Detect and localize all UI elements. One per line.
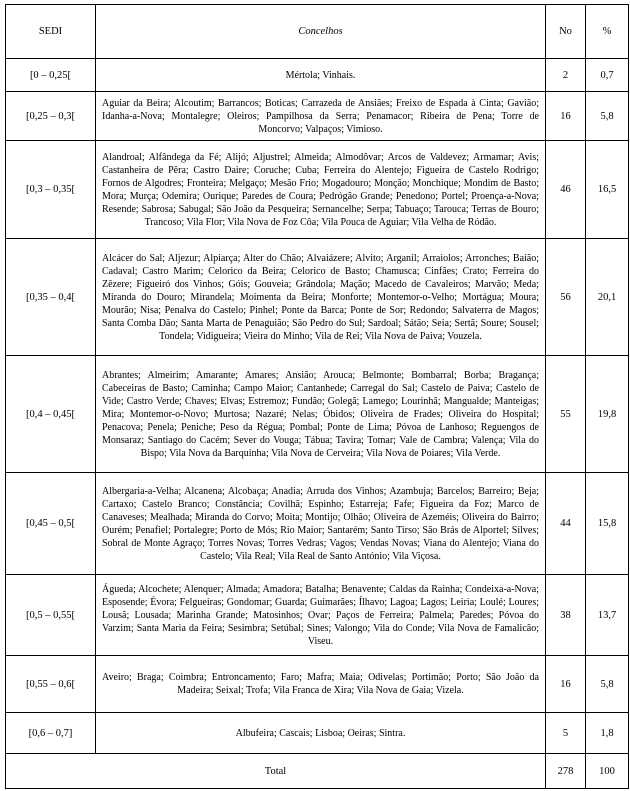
count-cell: 56 [546,239,586,356]
header-concelhos: Concelhos [96,5,546,59]
table-row [6,575,629,656]
count-cell: 2 [546,59,586,92]
percent-cell: 19,8 [586,356,629,473]
percent-cell: 16,5 [586,141,629,239]
concelhos-cell: Alcácer do Sal; Aljezur; Alpiarça; Alter do Chão; Alvaiázere; Alvito; Arganil; Arraiolos; Arronches; Baião; Cadaval; Castro Marim; Celorico da Beira; Celorico de Basto; Chamusca; Cinfães; Crato; Ferreira do Zêzere; Figueiró dos Vinhos; Góis; Gouveia; Grândola; Mação; Macedo de Cavaleiros; Marvão; Meda; Miranda do Douro; Mirandela; Moimenta da Beira; Monforte; Montemor-o-Velho; Mortágua; Moura; Mourão; Nisa; Penalva do Castelo; Pinhel; Ponte da Barca; Ponte de Sor; Redondo; Salvaterra de Magos; Santa Comba Dão; Santa Marta de Penaguião; São Pedro do Sul; Sardoal; Sátão; Seia; Sertã; Soure; Sousel; Tondela; Vidigueira; Vieira do Minho; Vila de Rei; Vila Nova de Paiva; Vouzela. [96,239,546,356]
header-row [6,5,629,59]
sedi-cell: [0,45 – 0,5[ [6,473,96,575]
percent-cell: 1,8 [586,713,629,754]
header-pct: % [586,5,629,59]
sedi-cell: [0,5 – 0,55[ [6,575,96,656]
percent-cell: 0,7 [586,59,629,92]
total-pct: 100 [586,754,629,789]
header-no: No [546,5,586,59]
table-row [6,92,629,141]
table-row [6,473,629,575]
sedi-cell: [0,55 – 0,6[ [6,656,96,713]
header-sedi: SEDI [6,5,96,59]
sedi-cell: [0,35 – 0,4[ [6,239,96,356]
percent-cell: 5,8 [586,656,629,713]
table-row [6,356,629,473]
table-row [6,239,629,356]
sedi-cell: [0,25 – 0,3[ [6,92,96,141]
table-row [6,713,629,754]
percent-cell: 20,1 [586,239,629,356]
concelhos-cell: Aveiro; Braga; Coimbra; Entroncamento; Faro; Mafra; Maia; Odivelas; Portimão; Porto; São João da Madeira; Seixal; Trofa; Vila Franca de Xira; Vila Nova de Gaia; Vizela. [96,656,546,713]
table-row [6,656,629,713]
concelhos-cell: Alandroal; Alfândega da Fé; Alijó; Aljustrel; Almeida; Almodôvar; Arcos de Valdevez; Armamar; Avis; Castanheira de Pêra; Castro Daire; Coruche; Cuba; Ferreira do Alentejo; Figueira de Castelo Rodrigo; Fornos de Algodres; Fronteira; Melgaço; Mesão Frio; Mogadouro; Monção; Monchique; Mondim de Basto; Mora; Murça; Odemira; Ourique; Paredes de Coura; Pedrógão Grande; Penedono; Portel; Proença-a-Nova; Resende; Sabrosa; Sabugal; São João da Pesqueira; Sernancelhe; Serpa; Tabuaço; Tarouca; Terras de Bouro; Trancoso; Vila Flor; Vila Nova de Foz Côa; Vila Pouca de Aguiar; Vila Velha de Ródão. [96,141,546,239]
count-cell: 44 [546,473,586,575]
count-cell: 46 [546,141,586,239]
count-cell: 16 [546,92,586,141]
concelhos-cell: Águeda; Alcochete; Alenquer; Almada; Amadora; Batalha; Benavente; Caldas da Rainha; Condeixa-a-Nova; Esposende; Évora; Felgueiras; Gondomar; Guarda; Guimarães; Ílhavo; Lagoa; Lagos; Leiria; Loulé; Loures; Lousã; Lousada; Marinha Grande; Matosinhos; Ovar; Paços de Ferreira; Palmela; Paredes; Póvoa do Varzim; Santa Maria da Feira; Sesimbra; Setúbal; Sines; Valongo; Vila do Conde; Vila Nova de Famalicão; Viseu. [96,575,546,656]
count-cell: 38 [546,575,586,656]
concelhos-cell: Albergaria-a-Velha; Alcanena; Alcobaça; Anadia; Arruda dos Vinhos; Azambuja; Barcelos; Barreiro; Beja; Cartaxo; Castelo Branco; Constância; Covilhã; Espinho; Estarreja; Fafe; Figueira da Foz; Marco de Canaveses; Mealhada; Miranda do Corvo; Moita; Montijo; Olhão; Oliveira de Azeméis; Oliveira do Bairro; Ourém; Penafiel; Portalegre; Porto de Mós; Rio Maior; Santarém; Santo Tirso; São Brás de Alportel; Silves; Sobral de Monte Agraço; Torres Novas; Torres Vedras; Vagos; Vendas Novas; Viana do Alentejo; Viana do Castelo; Vila Real; Vila Real de Santo António; Vila Viçosa. [96,473,546,575]
concelhos-cell: Mértola; Vinhais. [96,59,546,92]
count-cell: 5 [546,713,586,754]
concelhos-cell: Albufeira; Cascais; Lisboa; Oeiras; Sintra. [96,713,546,754]
count-cell: 16 [546,656,586,713]
table-row [6,59,629,92]
sedi-cell: [0,3 – 0,35[ [6,141,96,239]
percent-cell: 15,8 [586,473,629,575]
sedi-concelhos-table [5,4,629,789]
count-cell: 55 [546,356,586,473]
total-row [6,754,629,789]
table-row [6,141,629,239]
concelhos-cell: Aguiar da Beira; Alcoutim; Barrancos; Boticas; Carrazeda de Ansiães; Freixo de Espada à Cinta; Gavião; Idanha-a-Nova; Montalegre; Oleiros; Pampilhosa da Serra; Penamacor; Ribeira de Pena; Torre de Moncorvo; Valpaços; Vimioso. [96,92,546,141]
percent-cell: 13,7 [586,575,629,656]
percent-cell: 5,8 [586,92,629,141]
total-no: 278 [546,754,586,789]
total-label: Total [6,754,546,789]
concelhos-cell: Abrantes; Almeirim; Amarante; Amares; Ansião; Arouca; Belmonte; Bombarral; Borba; Bragança; Cabeceiras de Basto; Caminha; Campo Maior; Cantanhede; Carregal do Sal; Castelo de Paiva; Castelo de Vide; Castro Verde; Chaves; Elvas; Estremoz; Fundão; Golegã; Lamego; Lourinhã; Mangualde; Manteigas; Mira; Montemor-o-Novo; Murtosa; Nazaré; Nelas; Óbidos; Oliveira de Frades; Oliveira do Hospital; Penacova; Penela; Peniche; Peso da Régua; Pombal; Ponte de Lima; Póvoa de Lanhoso; Reguengos de Monsaraz; Santiago do Cacém; Sever do Vouga; Tábua; Tavira; Tomar; Vale de Cambra; Valença; Vila do Bispo; Vila Nova da Barquinha; Vila Nova de Cerveira; Vila Nova de Poiares; Vila Verde. [96,356,546,473]
sedi-cell: [0,6 – 0,7] [6,713,96,754]
sedi-cell: [0 – 0,25[ [6,59,96,92]
sedi-cell: [0,4 – 0,45[ [6,356,96,473]
